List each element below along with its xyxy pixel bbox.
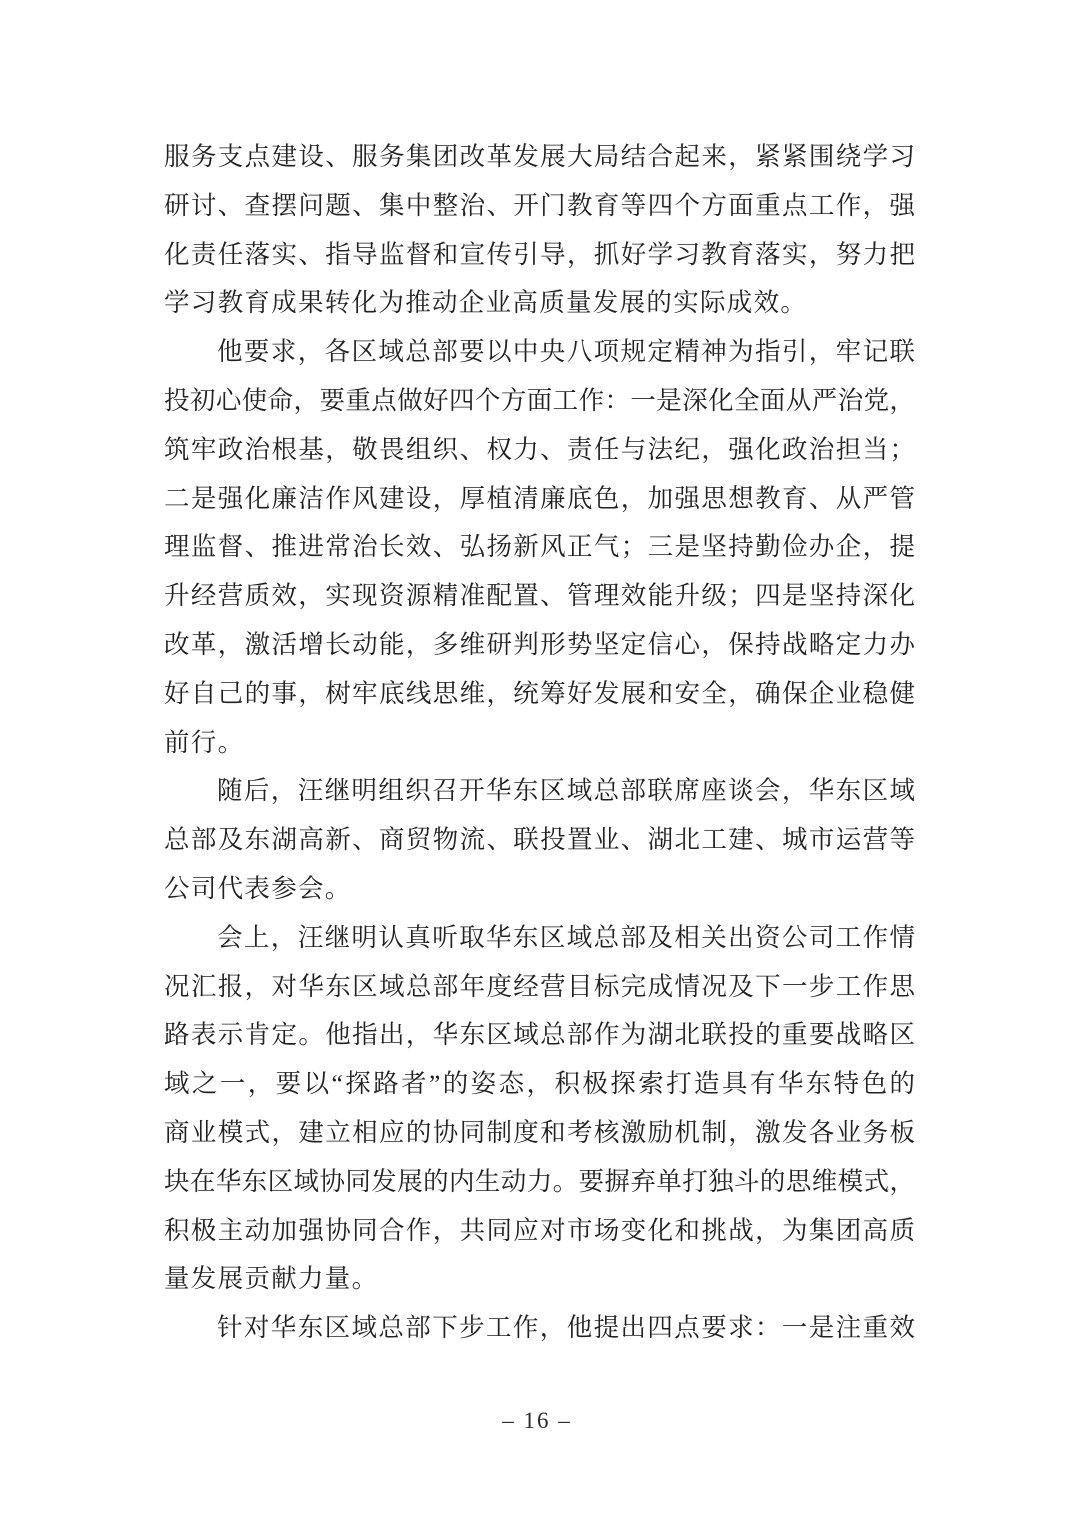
paragraph-line: 服务支点建设、服务集团改革发展大局结合起来，紧紧围绕学习	[164, 142, 915, 171]
paragraph-line: 总部及东湖高新、商贸物流、联投置业、湖北工建、城市运营等	[164, 825, 915, 855]
paragraph-line: 升经营质效，实现资源精准配置、管理效能升级；四是坚持深化	[164, 581, 915, 611]
paragraph-line: 筑牢政治根基，敬畏组织、权力、责任与法纪，强化政治担当；	[164, 434, 915, 464]
paragraph-line: 前行。	[164, 727, 245, 757]
paragraph-line: 况汇报，对华东区域总部年度经营目标完成情况及下一步工作思	[164, 971, 915, 1001]
paragraph-line: 域之一，要以“探路者”的姿态，积极探索打造具有华东特色的	[164, 1069, 915, 1099]
page-number: – 16 –	[502, 1408, 572, 1433]
paragraph-line: 块在华东区域协同发展的内生动力。要摒弃单打独斗的思维模式，	[164, 1166, 915, 1196]
paragraph-line: 针对华东区域总部下步工作，他提出四点要求：一是注重效	[217, 1313, 915, 1343]
paragraph-line: 随后，汪继明组织召开华东区域总部联席座谈会，华东区域	[217, 776, 915, 806]
paragraph-line: 公司代表参会。	[164, 873, 352, 903]
paragraph-line: 路表示肯定。他指出，华东区域总部作为湖北联投的重要战略区	[164, 1020, 915, 1050]
paragraph-line: 量发展贡献力量。	[164, 1264, 379, 1294]
paragraph-line: 改革，激活增长动能，多维研判形势坚定信心，保持战略定力办	[164, 629, 915, 659]
paragraph-line: 二是强化廉洁作风建设，厚植清廉底色，加强思想教育、从严管	[164, 483, 915, 513]
paragraph-line: 理监督、推进常治长效、弘扬新风正气；三是坚持勤俭办企，提	[164, 532, 915, 562]
paragraph-line: 好自己的事，树牢底线思维，统筹好发展和安全，确保企业稳健	[164, 678, 915, 708]
paragraph-line: 商业模式，建立相应的协同制度和考核激励机制，激发各业务板	[164, 1117, 915, 1147]
paragraph-line: 投初心使命，要重点做好四个方面工作：一是深化全面从严治党，	[164, 385, 915, 415]
paragraph-line: 学习教育成果转化为推动企业高质量发展的实际成效。	[164, 288, 808, 318]
paragraph-line: 化责任落实、指导监督和宣传引导，抓好学习教育落实，努力把	[164, 239, 915, 269]
text-block	[164, 133, 915, 1353]
paragraph-line: 积极主动加强协同合作，共同应对市场变化和挑战，为集团高质	[164, 1215, 915, 1245]
paragraph-line: 会上，汪继明认真听取华东区域总部及相关出资公司工作情	[217, 922, 915, 952]
paragraph-line: 他要求，各区域总部要以中央八项规定精神为指引，牢记联	[217, 337, 915, 367]
paragraph-line: 研讨、查摆问题、集中整治、开门教育等四个方面重点工作，强	[164, 190, 915, 220]
